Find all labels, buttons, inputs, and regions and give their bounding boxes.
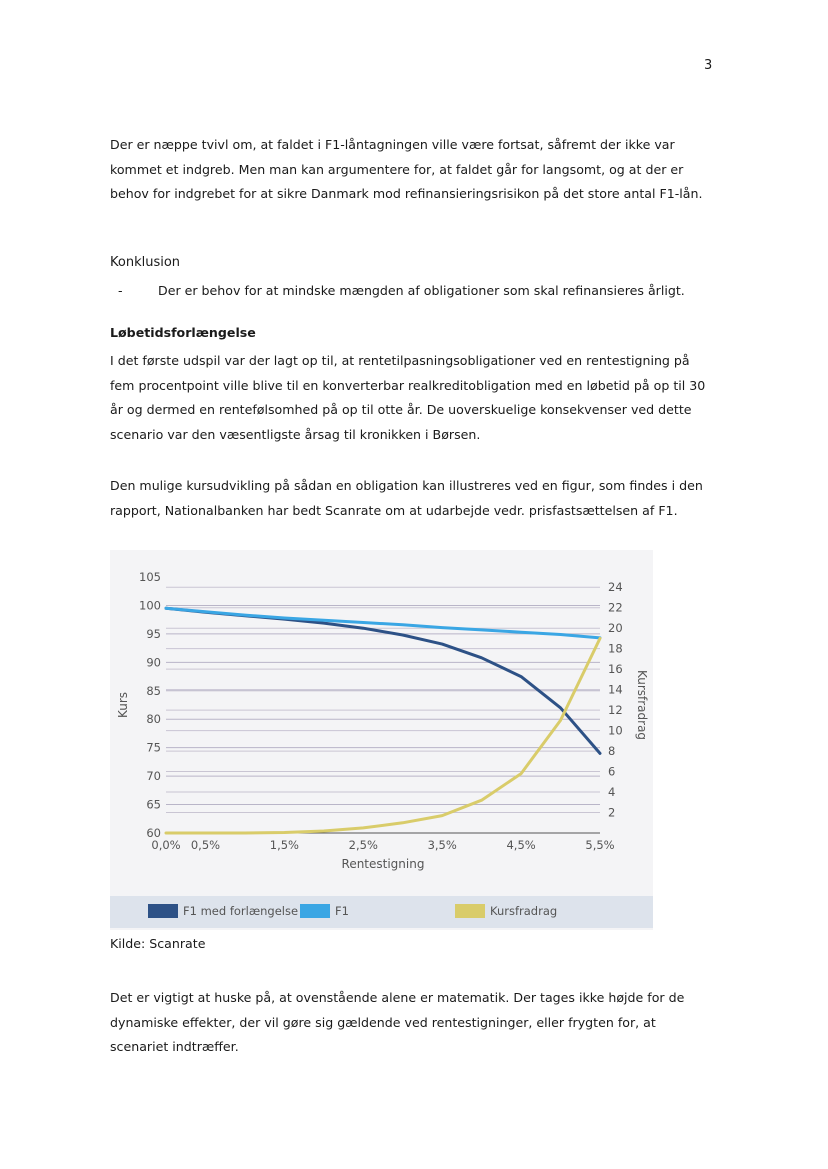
x-tick-label: 5,5% (585, 838, 615, 852)
series-line-kursfradrag (166, 638, 600, 833)
y2-axis-title: Kursfradrag (635, 669, 649, 741)
y2-tick-label: 6 (608, 764, 616, 779)
x-tick-label: 2,5% (348, 838, 378, 852)
series-line-f1-extended (166, 608, 600, 753)
y2-tick-label: 16 (608, 662, 623, 677)
y-axis-title: Kurs (116, 691, 130, 719)
paragraph-figure-intro: Den mulige kursudvikling på sådan en obligation kan illustreres ved en figur, som findes i den rapport, Nationalbanken har bedt Scanrate om at udarbejde vedr. prisfastsættelsen af F1. (110, 478, 703, 518)
y2-tick-label: 22 (608, 600, 623, 615)
x-tick-label: 0,0% (151, 838, 181, 852)
x-axis-title: Rentestigning (341, 857, 425, 871)
chart-legend (110, 896, 653, 928)
y2-tick-label: 12 (608, 703, 623, 718)
y-tick-label: 90 (146, 655, 161, 670)
y2-tick-label: 20 (608, 621, 623, 636)
legend-label-f1: F1 (335, 904, 349, 918)
page-number: 3 (704, 58, 713, 73)
y-tick-label: 75 (146, 740, 161, 755)
y2-tick-label: 8 (608, 744, 616, 759)
legend-label-kursfradrag: Kursfradrag (490, 904, 558, 918)
figure-source: Kilde: Scanrate (110, 936, 206, 951)
bullet-marker: - (118, 283, 123, 298)
chart-svg (110, 550, 653, 896)
paragraph-refinancing: Der er næppe tvivl om, at faldet i F1-låntagningen ville være fortsat, såfremt der ikke var kommet et indgreb. Men man kan argumentere for, at faldet går for langsomt, og at der er behov for indgrebet for at sikre Danmark mod refinansieringsrisikon på det store antal F1-lån. (110, 137, 703, 201)
x-tick-label: 3,5% (427, 838, 457, 852)
y2-tick-label: 24 (608, 580, 623, 595)
legend-swatch-f1 (300, 904, 330, 918)
conclusion-heading: Konklusion (110, 255, 181, 270)
conclusion-bullet (118, 283, 685, 298)
legend-swatch-f1-extended (148, 904, 178, 918)
y-tick-label: 80 (146, 712, 161, 727)
y-tick-label: 85 (146, 683, 161, 698)
y2-tick-label: 10 (608, 723, 623, 738)
y-tick-label: 60 (146, 826, 161, 840)
y-tick-label: 100 (139, 598, 161, 613)
legend-label-f1-extended: F1 med forlængelse (183, 904, 299, 918)
y-tick-label: 65 (146, 797, 161, 812)
y2-tick-label: 2 (608, 805, 616, 820)
y2-tick-label: 18 (608, 641, 623, 656)
x-tick-label: 4,5% (506, 838, 536, 852)
section-heading: Løbetidsforlængelse (110, 325, 256, 340)
x-tick-label: 1,5% (269, 838, 299, 852)
price-chart (110, 550, 653, 930)
y-tick-label: 105 (139, 570, 161, 584)
y2-tick-label: 4 (608, 785, 616, 800)
y2-tick-label: 14 (608, 682, 623, 697)
paragraph-first-proposal: I det første udspil var der lagt op til, at rentetilpasningsobligationer ved en rentestigning på fem procentpoint ville blive til en konverterbar realkreditobligation med en løbetid på op til 30 år og dermed en rentefølsomhed på op til otte år. De uoverskuelige konsekvenser ved dette scenario var den væsentligste årsag til kronikken i Børsen. (110, 353, 706, 442)
legend-item-f1 (300, 904, 349, 918)
conclusion-bullet-text: Der er behov for at mindske mængden af obligationer som skal refinansieres årligt. (158, 283, 685, 298)
y-tick-label: 95 (146, 626, 161, 641)
legend-swatch-kursfradrag (455, 904, 485, 918)
legend-item-f1-extended (148, 904, 298, 918)
x-tick-label: 0,5% (190, 838, 221, 852)
legend-item-kursfradrag (455, 904, 557, 918)
paragraph-dynamic-effects: Det er vigtigt at huske på, at ovenstående alene er matematik. Der tages ikke højde for de dynamiske effekter, der vil gøre sig gældende ved rentestigninger, eller frygten for, at scenariet indtræffer. (110, 990, 685, 1054)
y-tick-label: 70 (146, 769, 161, 784)
